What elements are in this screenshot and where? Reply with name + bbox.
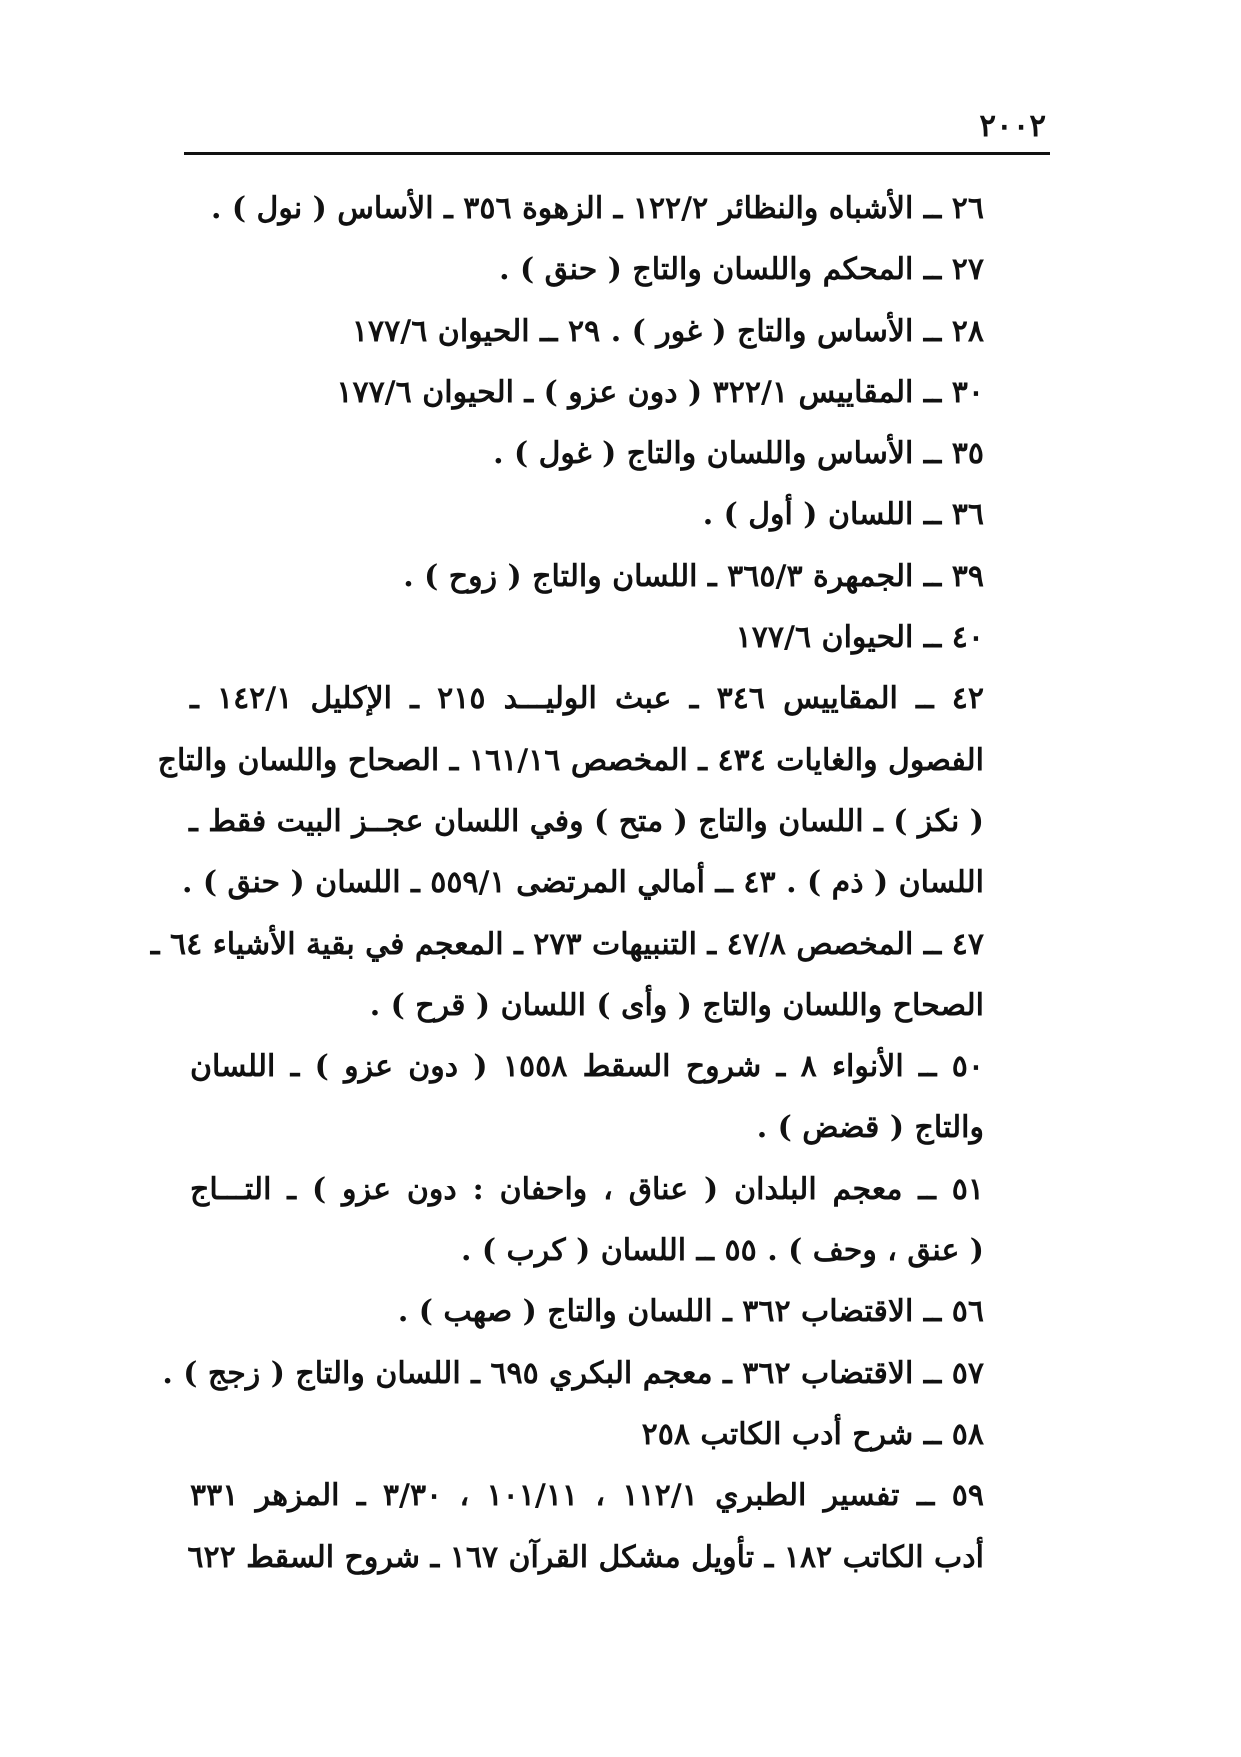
footnote-line-26: ٢٦ ــ الأشباه والنظائر ١٢٢/٢ ـ الزهوة ٣٥٦ ـ الأساس ( نول ) . bbox=[211, 191, 984, 226]
footnote-line-58: ٥٨ ــ شرح أدب الكاتب ٢٥٨ bbox=[641, 1416, 984, 1452]
footnote-lines bbox=[150, 178, 985, 1588]
footnote-line-50: ٥٠ ــ الأنواء ٨ ـ شروح السقط ١٥٥٨ ( دون عزو ) ـ اللسان bbox=[190, 1049, 984, 1085]
footnote-line-30: ٣٠ ــ المقاييس ٣٢٢/١ ( دون عزو ) ـ الحيوان ١٧٧/٦ bbox=[336, 374, 984, 410]
footnote-line-51-cont-and-55: ( عنق ، وحف ) . ٥٥ ــ اللسان ( كرب ) . bbox=[461, 1233, 984, 1269]
footnote-line-35: ٣٥ ــ الأساس واللسان والتاج ( غول ) . bbox=[493, 436, 984, 472]
footnote-line-36: ٣٦ ــ اللسان ( أول ) . bbox=[702, 497, 984, 533]
footnote-line-59-cont: أدب الكاتب ١٨٢ ـ تأويل مشكل القرآن ١٦٧ ـ شروح السقط ٦٢٢ bbox=[187, 1539, 984, 1575]
footnote-line-40: ٤٠ ــ الحيوان ١٧٧/٦ bbox=[735, 620, 984, 656]
footnote-line-51: ٥١ ــ معجم البلدان ( عناق ، واحفان : دون عزو ) ـ التـــاج bbox=[190, 1171, 984, 1207]
footnote-line-47-cont: الصحاح واللسان والتاج ( وأى ) اللسان ( قرح ) . bbox=[369, 987, 984, 1023]
footnote-line-56: ٥٦ ــ الاقتضاب ٣٦٢ ـ اللسان والتاج ( صهب ) . bbox=[397, 1294, 984, 1330]
footnote-line-42-cont-1: الفصول والغايات ٤٣٤ ـ المخصص ١٦١/١٦ ـ الصحاح واللسان والتاج bbox=[157, 742, 984, 778]
footnote-line-39: ٣٩ ــ الجمهرة ٣٦٥/٣ ـ اللسان والتاج ( زوح ) . bbox=[403, 558, 984, 594]
footnote-line-27: ٢٧ ــ المحكم واللسان والتاج ( حنق ) . bbox=[499, 252, 984, 288]
header-rule bbox=[184, 152, 1050, 155]
footnote-line-42-cont-3-and-43: اللسان ( ذم ) . ٤٣ ــ أمالي المرتضى ٥٥٩/١ ـ اللسان ( حنق ) . bbox=[181, 865, 984, 901]
footnote-line-59: ٥٩ ــ تفسير الطبري ١١٢/١ ، ١٠١/١١ ، ٣/٣٠ ـ المزهر ٣٣١ bbox=[190, 1478, 985, 1514]
footnote-line-50-cont: والتاج ( قضض ) . bbox=[756, 1110, 984, 1146]
footnote-line-47: ٤٧ ــ المخصص ٤٧/٨ ـ التنبيهات ٢٧٣ ـ المعجم في بقية الأشياء ٦٤ ـ bbox=[150, 926, 984, 962]
page-number: ٢٠٠٢ bbox=[979, 108, 1046, 144]
footnote-line-28-29: ٢٨ ــ الأساس والتاج ( غور ) . ٢٩ ــ الحيوان ١٧٧/٦ bbox=[351, 313, 984, 349]
footnote-line-42: ٤٢ ــ المقاييس ٣٤٦ ـ عبث الوليـــد ٢١٥ ـ الإكليل ١٤٢/١ ـ bbox=[190, 681, 985, 717]
footnote-line-42-cont-2: ( نكز ) ـ اللسان والتاج ( متح ) وفي اللسان عجــز البيت فقط ـ bbox=[189, 803, 984, 839]
footnote-line-57: ٥٧ ــ الاقتضاب ٣٦٢ ـ معجم البكري ٦٩٥ ـ اللسان والتاج ( زجج ) . bbox=[162, 1355, 984, 1391]
